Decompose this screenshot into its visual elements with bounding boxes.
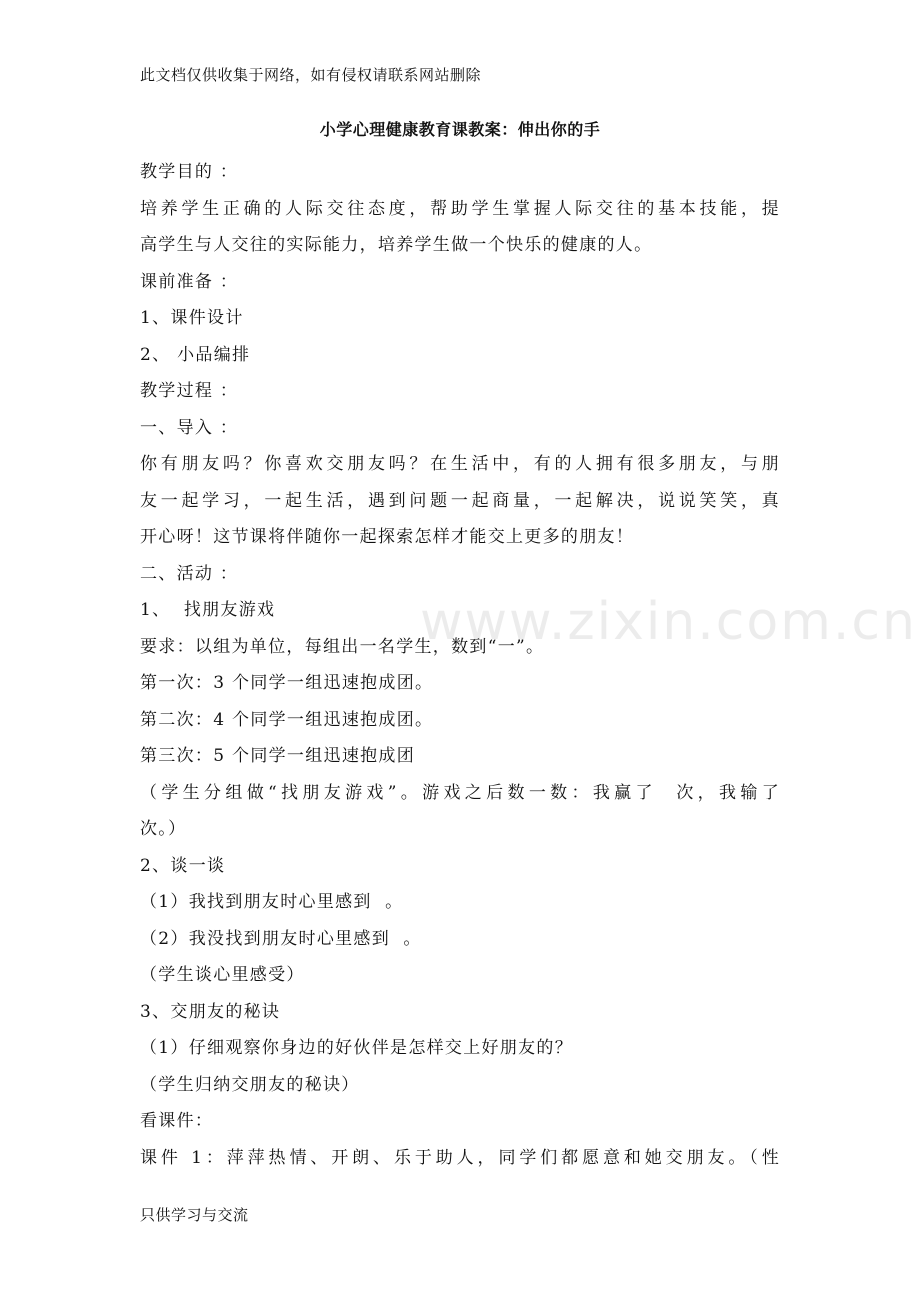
paragraph-line: 次。）	[140, 819, 187, 839]
section-heading: 一、导入 ：	[140, 417, 239, 438]
footer-note: 只供学习与交流	[140, 1206, 249, 1224]
paragraph-line: 课件 1：萍萍热情、开朗、乐于助人，同学们都愿意和她交朋友。（性	[140, 1147, 780, 1168]
paragraph-line: （2）我没找到朋友时心里感到 。	[140, 928, 422, 949]
paragraph-line: （学生分组做“找朋友游戏”。游戏之后数一数：我赢了 次，我输了	[140, 782, 780, 803]
paragraph-line: （学生谈心里感受）	[140, 965, 305, 985]
paragraph-line: 第三次：5 个同学一组迅速抱成团	[140, 746, 416, 766]
paragraph-line: 你有朋友吗？你喜欢交朋友吗？在生活中，有的人拥有很多朋友，与朋	[140, 454, 780, 474]
list-item: 1、课件设计	[140, 308, 244, 328]
document-body	[140, 154, 780, 1176]
watermark: www.zixin.com.cn	[420, 592, 917, 652]
paragraph-line: （1）仔细观察你身边的好伙伴是怎样交上好朋友的？	[140, 1038, 574, 1058]
paragraph-line: 第二次：4 个同学一组迅速抱成团。	[140, 709, 434, 730]
paragraph-line: 高学生与人交往的实际能力，培养学生做一个快乐的健康的人。	[140, 235, 653, 255]
paragraph-line: （1）我找到朋友时心里感到 。	[140, 892, 404, 912]
list-item: 3、交朋友的秘诀	[140, 1001, 281, 1022]
section-heading: 教学过程 ：	[140, 381, 239, 401]
section-heading: 课前准备 ：	[140, 271, 239, 292]
paragraph-line: 要求：以组为单位，每组出一名学生，数到“一”。	[140, 636, 545, 657]
paragraph-line: 第一次：3 个同学一组迅速抱成团。	[140, 673, 434, 693]
section-heading: 二、活动 ：	[140, 563, 239, 584]
paragraph-line: 友一起学习，一起生活，遇到问题一起商量，一起解决，说说笑笑，真	[140, 490, 780, 511]
list-item: 2、谈一谈	[140, 855, 226, 876]
paragraph-line: 看课件：	[140, 1111, 214, 1131]
paragraph-line: 培养学生正确的人际交往态度，帮助学生掌握人际交往的基本技能，提	[140, 198, 780, 219]
document-title: 小学心理健康教育课教案：伸出你的手	[319, 120, 601, 139]
paragraph-line: （学生归纳交朋友的秘诀）	[140, 1074, 360, 1095]
list-item: 1、 找朋友游戏	[140, 600, 276, 620]
section-heading: 教学目的 ：	[140, 162, 239, 182]
paragraph-line: 开心呀！这节课将伴随你一起探索怎样才能交上更多的朋友！	[140, 527, 635, 547]
list-item: 2、 小品编排	[140, 344, 251, 365]
header-disclaimer: 此文档仅供收集于网络，如有侵权请联系网站删除	[140, 66, 482, 84]
